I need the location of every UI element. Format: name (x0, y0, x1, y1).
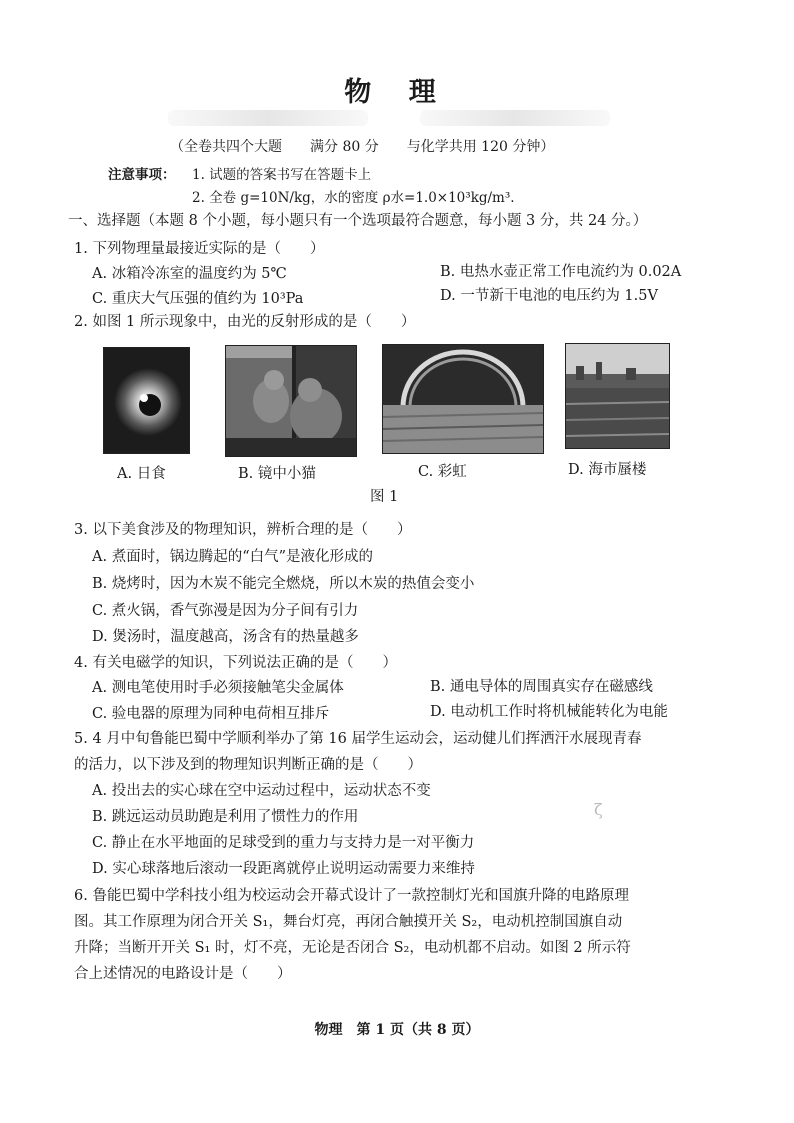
question-4-option-a: A. 测电笔使用时手必须接触笔尖金属体 (92, 680, 344, 696)
question-4-option-d: D. 电动机工作时将机械能转化为电能 (430, 704, 668, 720)
question-3-option-c: C. 煮火锅，香气弥漫是因为分子间有引力 (92, 603, 359, 619)
question-5-stem-line-1: 5. 4 月中旬鲁能巴蜀中学顺利举办了第 16 届学生运动会，运动健儿们挥洒汗水展现青春 (74, 731, 642, 747)
question-5-option-a: A. 投出去的实心球在空中运动过程中，运动状态不变 (92, 783, 431, 799)
notes-item-1: 1. 试题的答案书写在答题卡上 (192, 167, 372, 183)
figure-cat-mirror (225, 345, 357, 457)
question-1-option-d: D. 一节新干电池的电压约为 1.5V (440, 288, 658, 304)
question-2-stem: 2. 如图 1 所示现象中，由光的反射形成的是（ ） (74, 314, 416, 330)
figure-mirage (565, 343, 670, 449)
section-heading: 一、选择题（本题 8 个小题，每小题只有一个选项最符合题意，每小题 3 分，共 24 分。） (68, 213, 648, 229)
page-title: 物 理 (344, 77, 450, 108)
question-3-option-d: D. 煲汤时，温度越高，汤含有的热量越多 (92, 629, 359, 645)
question-3-option-a: A. 煮面时，锅边腾起的“白气”是液化形成的 (92, 549, 374, 565)
figure-caption-d: D. 海市蜃楼 (568, 462, 647, 478)
exam-subtitle: （全卷共四个大题 满分 80 分 与化学共用 120 分钟） (170, 139, 555, 155)
question-1-option-b: B. 电热水壶正常工作电流约为 0.02A (440, 264, 682, 280)
notes-item-2: 2. 全卷 g=10N/kg，水的密度 ρ水=1.0×10³kg/m³. (192, 190, 515, 206)
question-5-stem-line-2: 的活力，以下涉及到的物理知识判断正确的是（ ） (74, 757, 422, 773)
faint-mark: ζ (594, 800, 603, 819)
question-1-stem: 1. 下列物理量最接近实际的是（ ） (74, 241, 325, 257)
question-4-stem: 4. 有关电磁学的知识，下列说法正确的是（ ） (74, 655, 397, 671)
notes-label: 注意事项： (108, 167, 176, 183)
question-1-option-c: C. 重庆大气压强的值约为 10³Pa (92, 291, 304, 307)
question-3-stem: 3. 以下美食涉及的物理知识，辨析合理的是（ ） (74, 522, 412, 538)
question-4-option-b: B. 通电导体的周围真实存在磁感线 (430, 679, 653, 695)
question-1-option-a: A. 冰箱冷冻室的温度约为 5℃ (92, 266, 287, 282)
figure-solar-eclipse (103, 347, 190, 454)
figure-rainbow (382, 344, 544, 454)
question-5-option-c: C. 静止在水平地面的足球受到的重力与支持力是一对平衡力 (92, 835, 475, 851)
figure-1-label: 图 1 (370, 489, 399, 505)
faded-text-smudge (168, 110, 368, 126)
question-4-option-c: C. 验电器的原理为同种电荷相互排斥 (92, 706, 330, 722)
figure-caption-b: B. 镜中小猫 (238, 466, 316, 482)
question-6-line-2: 图。其工作原理为闭合开关 S₁，舞台灯亮，再闭合触摸开关 S₂，电动机控制国旗自动 (74, 914, 623, 930)
question-5-option-d: D. 实心球落地后滚动一段距离就停止说明运动需要力来维持 (92, 861, 475, 877)
question-6-line-4: 合上述情况的电路设计是（ ） (74, 966, 292, 982)
question-6-line-3: 升降；当断开开关 S₁ 时，灯不亮，无论是否闭合 S₂，电动机都不启动。如图 2 所示符 (74, 940, 631, 956)
page-footer: 物理 第 1 页（共 8 页） (314, 1022, 480, 1038)
question-5-option-b: B. 跳远运动员助跑是利用了惯性力的作用 (92, 809, 359, 825)
figure-caption-c: C. 彩虹 (418, 464, 467, 480)
question-6-line-1: 6. 鲁能巴蜀中学科技小组为校运动会开幕式设计了一款控制灯光和国旗升降的电路原理 (74, 888, 629, 904)
figure-caption-a: A. 日食 (117, 466, 166, 482)
faded-text-smudge (420, 110, 610, 126)
question-3-option-b: B. 烧烤时，因为木炭不能完全燃烧，所以木炭的热值会变小 (92, 576, 475, 592)
